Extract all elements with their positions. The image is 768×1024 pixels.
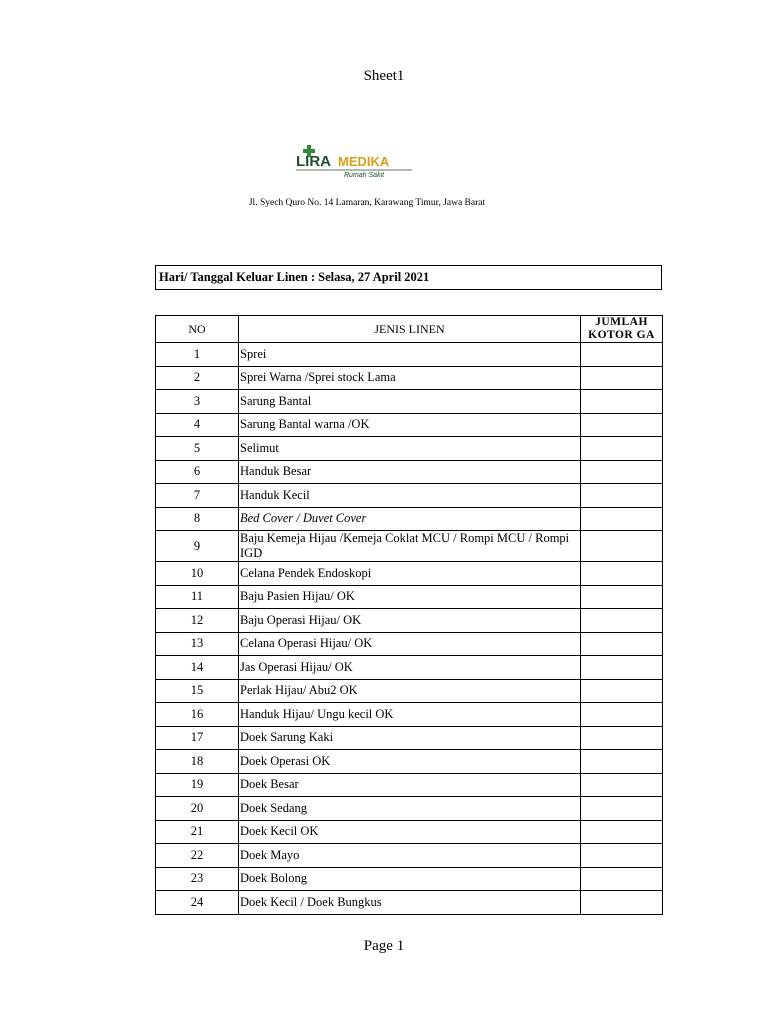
header-jumlah-line2: KOTOR GA	[588, 329, 655, 341]
table-row	[156, 390, 663, 414]
row-number: 20	[156, 797, 239, 821]
row-jenis-linen: Sprei	[239, 343, 581, 367]
row-jenis-linen: Jas Operasi Hijau/ OK	[239, 656, 581, 680]
row-jumlah-cell[interactable]	[581, 460, 663, 484]
table-row	[156, 531, 663, 562]
row-jenis-linen: Handuk Besar	[239, 460, 581, 484]
table-row	[156, 585, 663, 609]
row-jenis-linen: Selimut	[239, 437, 581, 461]
sheet-title: Sheet1	[363, 68, 405, 84]
row-jumlah-cell[interactable]	[581, 343, 663, 367]
table-row	[156, 891, 663, 915]
row-jenis-linen: Baju Pasien Hijau/ OK	[239, 585, 581, 609]
table-row	[156, 413, 663, 437]
row-jumlah-cell[interactable]	[581, 773, 663, 797]
row-number: 7	[156, 484, 239, 508]
row-jenis-linen: Baju Kemeja Hijau /Kemeja Coklat MCU / Rompi MCU / Rompi IGD	[239, 531, 581, 562]
row-jumlah-cell[interactable]	[581, 679, 663, 703]
row-jumlah-cell[interactable]	[581, 656, 663, 680]
page-number: Page 1	[363, 938, 405, 954]
row-jenis-linen: Celana Operasi Hijau/ OK	[239, 632, 581, 656]
table-row	[156, 703, 663, 727]
row-jenis-linen: Sarung Bantal	[239, 390, 581, 414]
row-jumlah-cell[interactable]	[581, 891, 663, 915]
row-jenis-linen: Celana Pendek Endoskopi	[239, 562, 581, 586]
row-number: 17	[156, 726, 239, 750]
header-jumlah	[581, 316, 663, 343]
row-jenis-linen: Sarung Bantal warna /OK	[239, 413, 581, 437]
row-jumlah-cell[interactable]	[581, 531, 663, 562]
table-row	[156, 343, 663, 367]
row-number: 14	[156, 656, 239, 680]
table-row	[156, 773, 663, 797]
table-row	[156, 797, 663, 821]
row-number: 19	[156, 773, 239, 797]
hospital-logo	[296, 143, 414, 181]
row-jenis-linen: Handuk Hijau/ Ungu kecil OK	[239, 703, 581, 727]
table-row	[156, 867, 663, 891]
row-number: 3	[156, 390, 239, 414]
row-jumlah-cell[interactable]	[581, 844, 663, 868]
row-jenis-linen: Doek Kecil / Doek Bungkus	[239, 891, 581, 915]
row-jumlah-cell[interactable]	[581, 609, 663, 633]
row-number: 4	[156, 413, 239, 437]
row-jumlah-cell[interactable]	[581, 820, 663, 844]
row-number: 2	[156, 366, 239, 390]
row-jumlah-cell[interactable]	[581, 867, 663, 891]
row-jenis-linen: Doek Sedang	[239, 797, 581, 821]
row-number: 8	[156, 507, 239, 531]
row-jumlah-cell[interactable]	[581, 562, 663, 586]
row-number: 12	[156, 609, 239, 633]
row-jumlah-cell[interactable]	[581, 632, 663, 656]
svg-text:MEDIKA: MEDIKA	[338, 154, 390, 169]
row-number: 18	[156, 750, 239, 774]
row-number: 5	[156, 437, 239, 461]
row-number: 15	[156, 679, 239, 703]
row-jenis-linen: Doek Sarung Kaki	[239, 726, 581, 750]
row-jumlah-cell[interactable]	[581, 750, 663, 774]
row-jenis-linen: Sprei Warna /Sprei stock Lama	[239, 366, 581, 390]
row-jumlah-cell[interactable]	[581, 484, 663, 508]
row-jumlah-cell[interactable]	[581, 413, 663, 437]
table-row	[156, 820, 663, 844]
row-number: 11	[156, 585, 239, 609]
row-number: 9	[156, 531, 239, 562]
table-row	[156, 609, 663, 633]
row-jumlah-cell[interactable]	[581, 437, 663, 461]
table-row	[156, 507, 663, 531]
header-jumlah-line1: JUMLAH	[595, 316, 648, 328]
table-row	[156, 726, 663, 750]
table-row	[156, 484, 663, 508]
date-line	[155, 265, 662, 290]
row-jumlah-cell[interactable]	[581, 703, 663, 727]
row-number: 10	[156, 562, 239, 586]
header-jenis-linen: JENIS LINEN	[239, 316, 581, 343]
row-number: 16	[156, 703, 239, 727]
date-line-text: Hari/ Tanggal Keluar Linen : Selasa, 27 April 2021	[159, 270, 430, 284]
row-jumlah-cell[interactable]	[581, 726, 663, 750]
svg-text:LIRA: LIRA	[296, 153, 331, 170]
row-number: 24	[156, 891, 239, 915]
row-jumlah-cell[interactable]	[581, 366, 663, 390]
row-jumlah-cell[interactable]	[581, 797, 663, 821]
row-jenis-linen: Doek Kecil OK	[239, 820, 581, 844]
row-jumlah-cell[interactable]	[581, 390, 663, 414]
row-jumlah-cell[interactable]	[581, 585, 663, 609]
table-row	[156, 679, 663, 703]
table-row	[156, 750, 663, 774]
table-header-row	[156, 316, 663, 343]
table-row	[156, 366, 663, 390]
row-number: 22	[156, 844, 239, 868]
table-row	[156, 437, 663, 461]
row-jenis-linen: Bed Cover / Duvet Cover	[239, 507, 581, 531]
header-no: NO	[156, 316, 239, 343]
row-jumlah-cell[interactable]	[581, 507, 663, 531]
row-jenis-linen: Doek Bolong	[239, 867, 581, 891]
table-row	[156, 844, 663, 868]
svg-text:Rumah Sakit: Rumah Sakit	[344, 172, 385, 179]
row-jenis-linen: Baju Operasi Hijau/ OK	[239, 609, 581, 633]
row-jenis-linen: Handuk Kecil	[239, 484, 581, 508]
row-jenis-linen: Doek Besar	[239, 773, 581, 797]
linen-table	[155, 315, 663, 915]
row-number: 13	[156, 632, 239, 656]
table-row	[156, 632, 663, 656]
row-jenis-linen: Doek Operasi OK	[239, 750, 581, 774]
table-row	[156, 460, 663, 484]
row-number: 1	[156, 343, 239, 367]
table-row	[156, 562, 663, 586]
hospital-address: Jl. Syech Quro No. 14 Lamaran, Karawang Timur, Jawa Barat	[248, 198, 486, 208]
row-jenis-linen: Perlak Hijau/ Abu2 OK	[239, 679, 581, 703]
row-jenis-linen: Doek Mayo	[239, 844, 581, 868]
row-number: 23	[156, 867, 239, 891]
row-number: 6	[156, 460, 239, 484]
table-row	[156, 656, 663, 680]
row-number: 21	[156, 820, 239, 844]
